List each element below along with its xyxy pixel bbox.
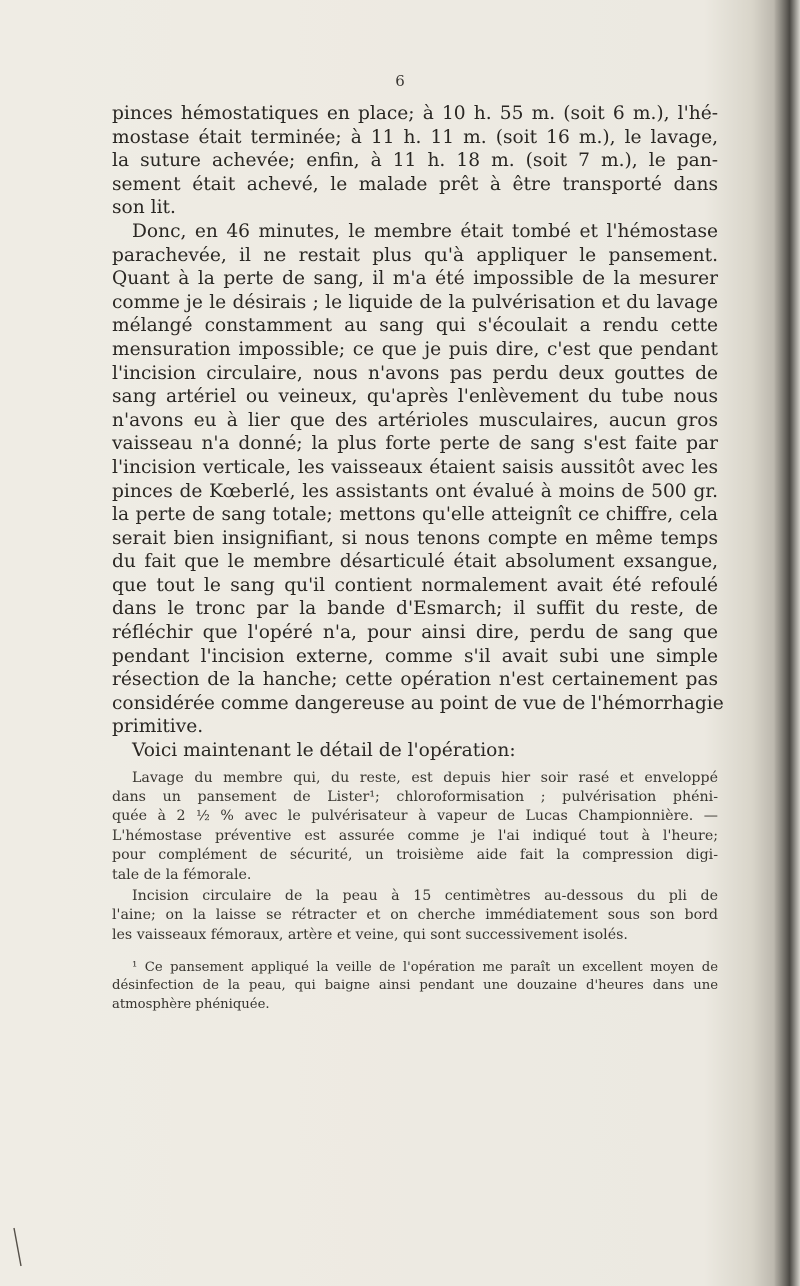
text-line: la suture achevée; enfin, à 11 h. 18 m. (soit 7 m.), le pan- — [112, 150, 718, 172]
text-line: parachevée, il ne restait plus qu'à appliquer le pansement. — [112, 244, 718, 266]
text-line: pinces de Kœberlé, les assistants ont évalué à moins de 500 gr. — [112, 480, 718, 502]
text-line: que tout le sang qu'il contient normalement avait été refoulé — [112, 574, 718, 596]
footnote-line: ¹ Ce pansement appliqué la veille de l'opération me paraît un excellent moyen de — [132, 960, 718, 976]
detail-line: Lavage du membre qui, du reste, est depuis hier soir rasé et enveloppé — [132, 769, 718, 786]
text-line: réfléchir que l'opéré n'a, pour ainsi dire, perdu de sang que — [112, 622, 718, 644]
detail-line: tale de la fémorale. — [112, 866, 252, 883]
text-line: son lit. — [112, 197, 176, 219]
text-line: résection de la hanche; cette opération n'est certainement pas — [112, 669, 718, 691]
footnote-line: désinfection de la peau, qui baigne ainsi pendant une douzaine d'heures dans une — [112, 978, 718, 994]
pencil-mark — [12, 1226, 24, 1270]
text-line: dans le tronc par la bande d'Esmarch; il suffit du reste, de — [112, 598, 718, 620]
text-line: pendant l'incision externe, comme s'il avait subi une simple — [112, 645, 718, 667]
detail-line: dans un pansement de Lister¹; chloroformisation ; pulvérisation phéni- — [112, 789, 718, 806]
detail-line: les vaisseaux fémoraux, artère et veine, qui sont successivement isolés. — [112, 926, 628, 943]
footnote — [112, 959, 718, 1014]
text-line: n'avons eu à lier que des artérioles musculaires, aucun gros — [112, 409, 718, 431]
text-line: du fait que le membre désarticulé était absolument exsangue, — [112, 551, 718, 573]
text-line: sement était achevé, le malade prêt à être transporté dans — [112, 173, 718, 195]
text-line: l'incision circulaire, nous n'avons pas perdu deux gouttes de — [112, 362, 718, 384]
text-line: serait bien insignifiant, si nous tenons compte en même temps — [112, 527, 718, 549]
text-line: comme je le désirais ; le liquide de la pulvérisation et du lavage — [112, 291, 718, 313]
text-line: la perte de sang totale; mettons qu'elle atteignît ce chiffre, cela — [112, 504, 718, 526]
binding-edge-shadow — [774, 0, 800, 1286]
page-number: 6 — [395, 72, 405, 90]
text-line: sang artériel ou veineux, qu'après l'enlèvement du tube nous — [112, 386, 718, 408]
text-line: mensuration impossible; ce que je puis dire, c'est que pendant — [112, 338, 718, 360]
text-line: mostase était terminée; à 11 h. 11 m. (soit 16 m.), le lavage, — [112, 126, 718, 148]
text-line: primitive. — [112, 716, 204, 738]
text-line: considérée comme dangereuse au point de vue de l'hémorrhagie — [112, 692, 724, 714]
detail-line: pour complément de sécurité, un troisième aide fait la compression digi- — [112, 847, 718, 864]
text-line: Voici maintenant le détail de l'opération: — [132, 740, 516, 762]
main-text — [112, 102, 724, 1014]
detail-line: Incision circulaire de la peau à 15 centimètres au-dessous du pli de — [132, 888, 718, 905]
text-line: l'incision verticale, les vaisseaux étaient saisis aussitôt avec les — [112, 456, 718, 478]
text-line: pinces hémostatiques en place; à 10 h. 55 m. (soit 6 m.), l'hé- — [112, 103, 718, 124]
footnote-line: atmosphère phéniquée. — [112, 996, 270, 1012]
operation-details — [112, 769, 718, 946]
detail-line: quée à 2 ½ % avec le pulvérisateur à vapeur de Lucas Championnière. — — [112, 808, 718, 825]
detail-line: L'hémostase préventive est assurée comme je l'ai indiqué tout à l'heure; — [112, 827, 718, 844]
text-line: mélangé constamment au sang qui s'écoulait a rendu cette — [112, 315, 718, 337]
text-line: Quant à la perte de sang, il m'a été impossible de la mesurer — [112, 268, 718, 290]
detail-line: l'aine; on la laisse se rétracter et on cherche immédiatement sous son bord — [112, 907, 718, 924]
text-line: vaisseau n'a donné; la plus forte perte de sang s'est faite par — [112, 433, 718, 455]
text-line: Donc, en 46 minutes, le membre était tombé et l'hémostase — [132, 220, 718, 242]
